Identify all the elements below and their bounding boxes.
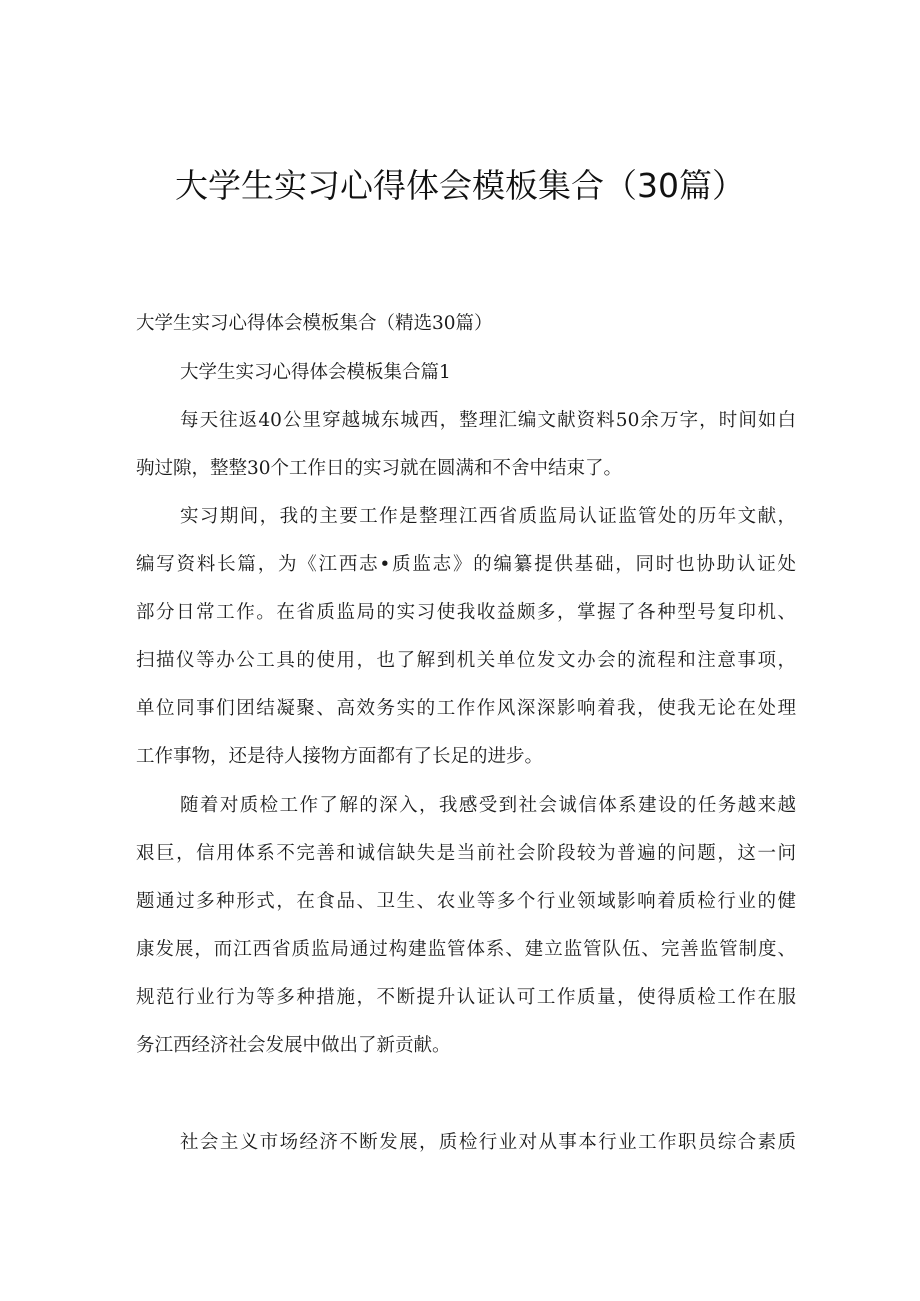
- paragraph-line: 务江西经济社会发展中做出了新贡献。: [136, 1035, 451, 1056]
- subtitle-line: 大学生实习心得体会模板集合（精选30篇）: [136, 313, 493, 334]
- section-heading: 大学生实习心得体会模板集合篇1: [180, 362, 451, 383]
- paragraph-line: 扫描仪等办公工具的使用，也了解到机关单位发文办会的流程和注意事项，: [136, 650, 796, 671]
- paragraph-line: 单位同事们团结凝聚、高效务实的工作作风深深影响着我，使我无论在处理: [136, 698, 796, 719]
- paragraph-line: 题通过多种形式，在食品、卫生、农业等多个行业领域影响着质检行业的健: [136, 891, 796, 912]
- paragraph-line: 康发展，而江西省质监局通过构建监管体系、建立监管队伍、完善监管制度、: [136, 939, 796, 960]
- document-title: 大学生实习心得体会模板集合（30篇）: [175, 166, 745, 205]
- paragraph-line: 社会主义市场经济不断发展，质检行业对从事本行业工作职员综合素质: [180, 1132, 796, 1153]
- paragraph-line: 规范行业行为等多种措施，不断提升认证认可工作质量，使得质检工作在服: [136, 987, 796, 1008]
- paragraph-line: 驹过隙，整整30个工作日的实习就在圆满和不舍中结束了。: [136, 458, 623, 479]
- paragraph-line: 随着对质检工作了解的深入，我感受到社会诚信体系建设的任务越来越: [180, 795, 796, 816]
- paragraph-line: 部分日常工作。在省质监局的实习使我收益颇多，掌握了各种型号复印机、: [136, 602, 796, 623]
- paragraph-line: 实习期间，我的主要工作是整理江西省质监局认证监管处的历年文献，: [180, 506, 796, 527]
- paragraph-line: 每天往返40公里穿越城东城西，整理汇编文献资料50余万字，时间如白: [180, 410, 796, 431]
- paragraph-line: 编写资料长篇，为《江西志•质监志》的编纂提供基础，同时也协助认证处: [136, 554, 796, 575]
- paragraph-line: 艰巨，信用体系不完善和诚信缺失是当前社会阶段较为普遍的问题，这一问: [136, 843, 796, 864]
- paragraph-line: 工作事物，还是待人接物方面都有了长足的进步。: [136, 746, 544, 767]
